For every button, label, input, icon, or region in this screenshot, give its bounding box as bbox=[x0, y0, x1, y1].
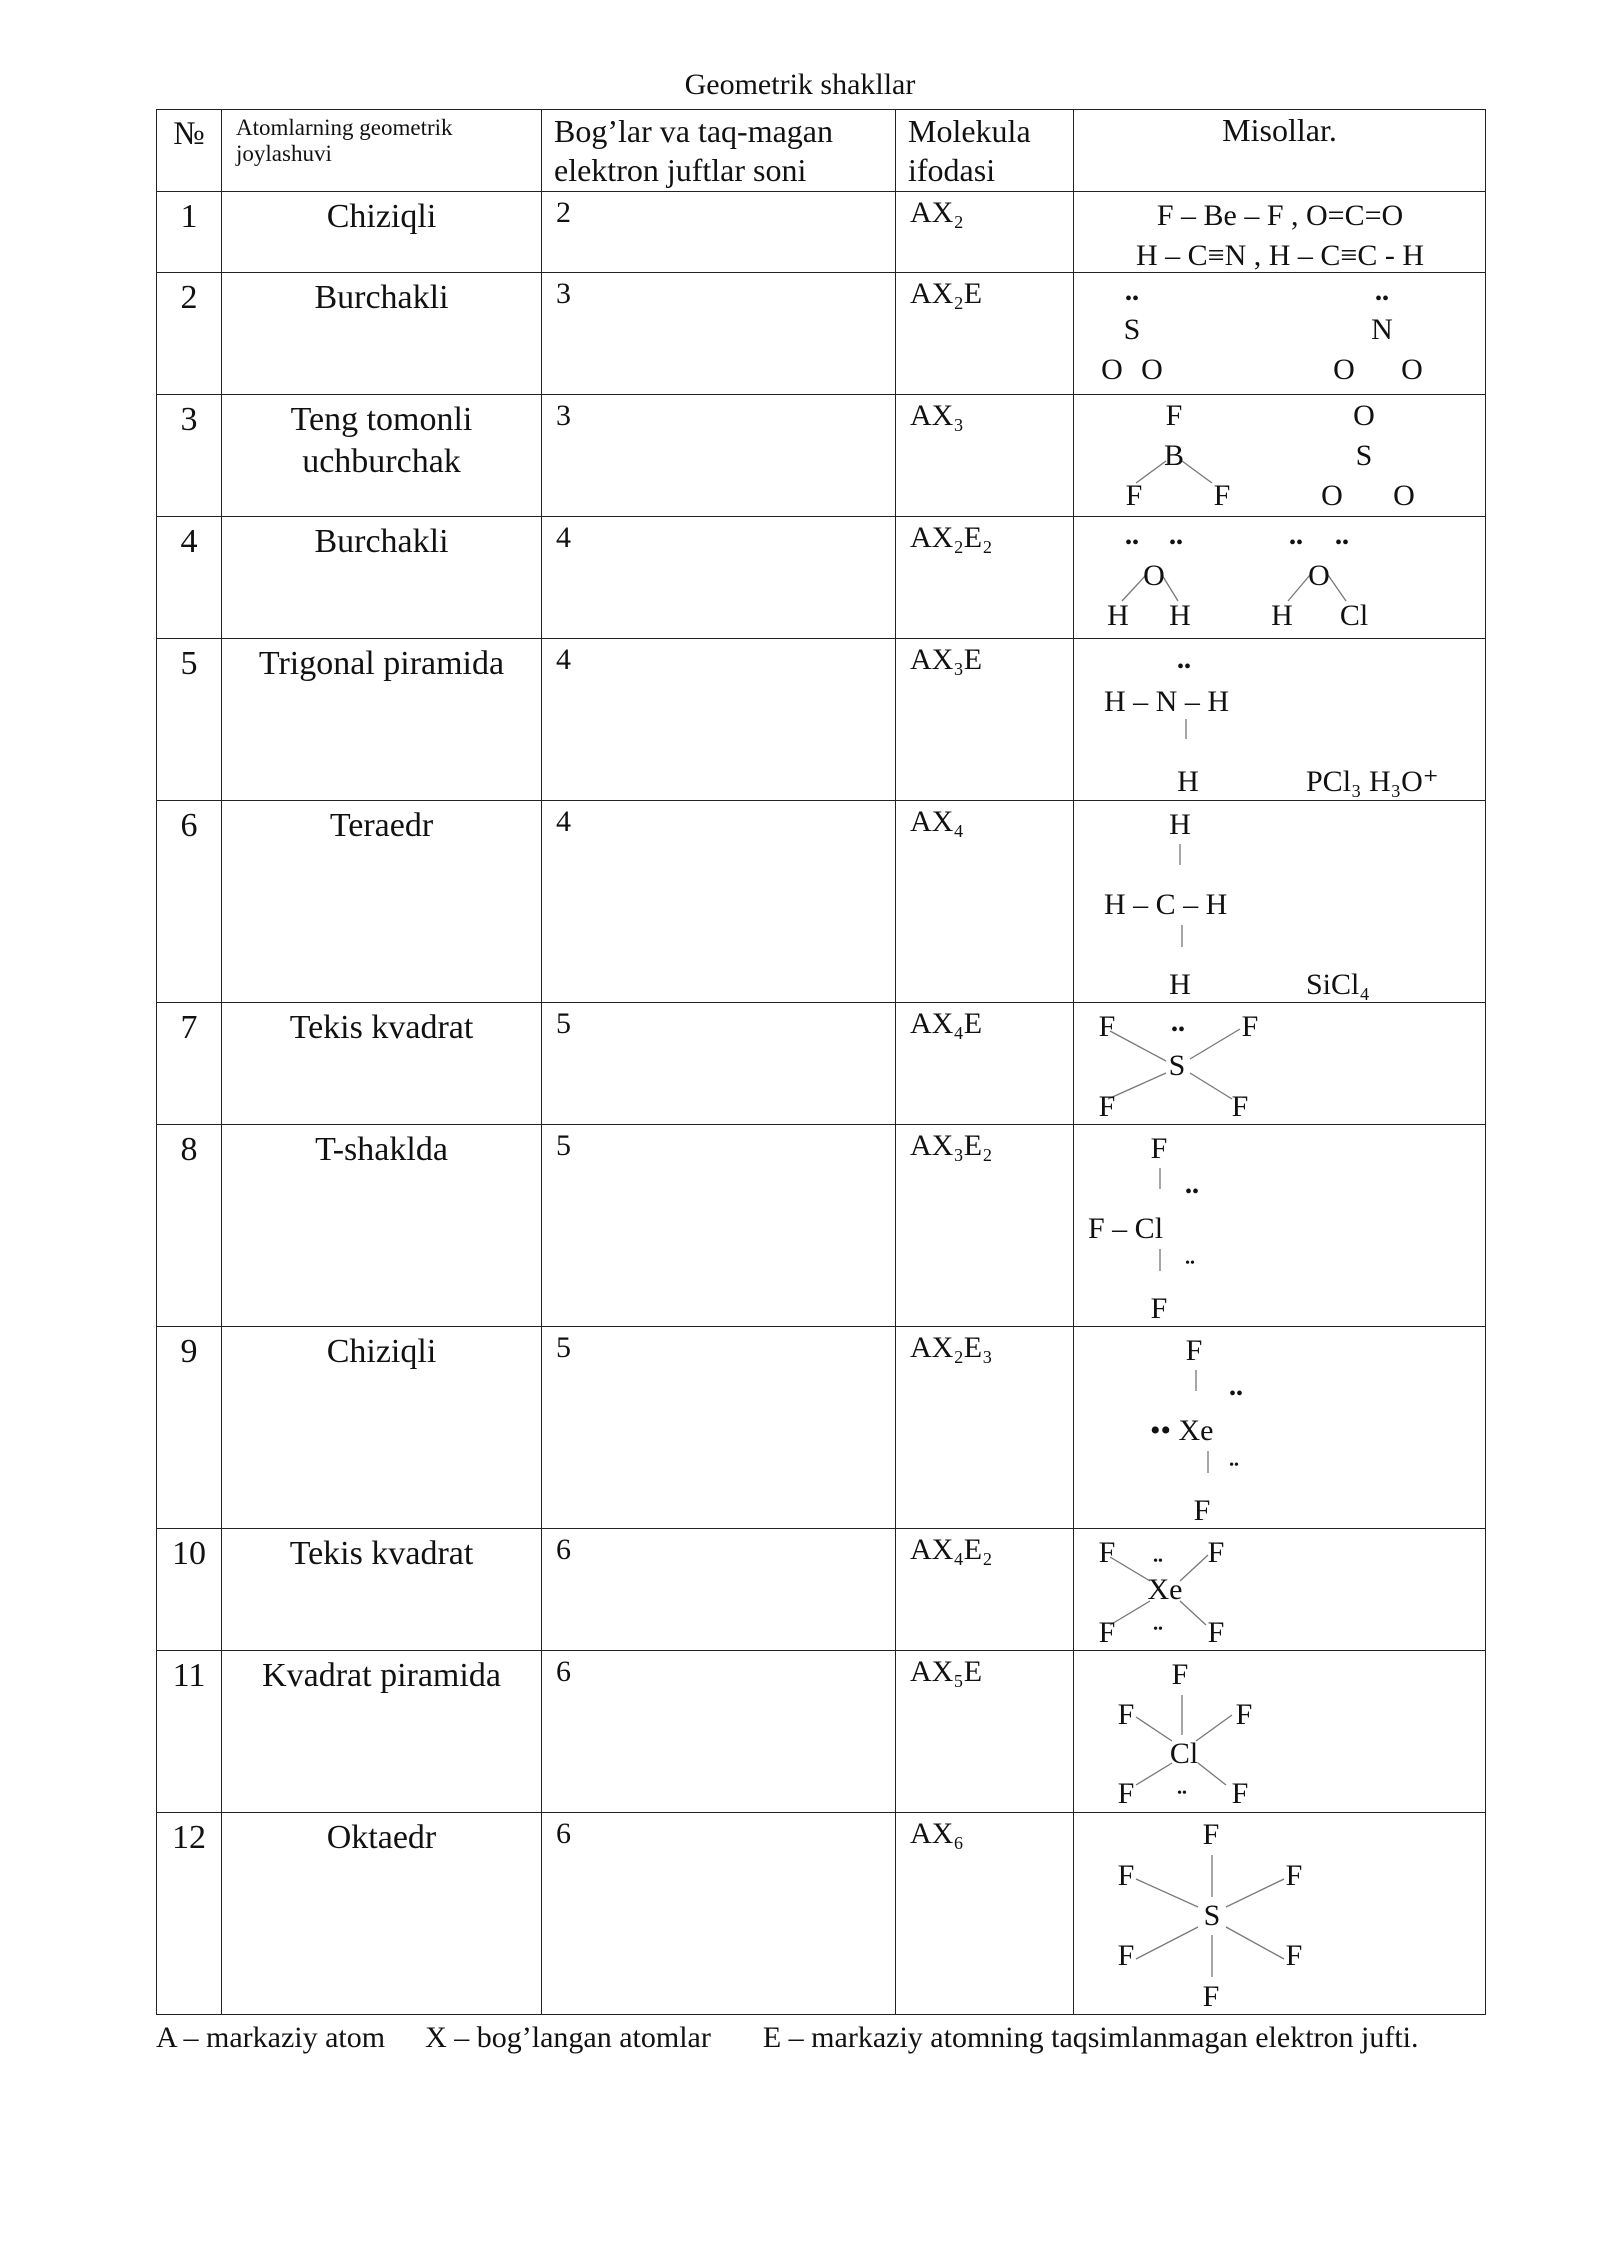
row-examples bbox=[1074, 1813, 1486, 2015]
atom-label: F bbox=[1193, 1494, 1211, 1527]
atom-label: F bbox=[1235, 1698, 1253, 1731]
row-geometry: Oktaedr bbox=[222, 1813, 542, 2015]
bond-line bbox=[1136, 1879, 1198, 1907]
table-row bbox=[157, 801, 1486, 1003]
atom-label: H bbox=[1169, 968, 1191, 1001]
table-row bbox=[157, 1125, 1486, 1327]
atom-label: F bbox=[1098, 1010, 1116, 1043]
table-row bbox=[157, 273, 1486, 395]
row-geometry: Kvadrat piramida bbox=[222, 1651, 542, 1813]
atom-label: F bbox=[1241, 1010, 1259, 1043]
header-formula: Molekula ifodasi bbox=[896, 110, 1074, 192]
example-bent-ax2e2 bbox=[1074, 517, 1486, 637]
atom-label: F bbox=[1165, 399, 1183, 432]
row-bonds: 5 bbox=[542, 1003, 896, 1125]
bond-line bbox=[1182, 461, 1212, 483]
row-examples bbox=[1074, 1003, 1486, 1125]
row-number: 2 bbox=[157, 273, 222, 395]
table-row bbox=[157, 1529, 1486, 1651]
atom-label: F bbox=[1171, 1658, 1189, 1691]
legend-a: A – markaziy atom bbox=[156, 2021, 386, 2054]
row-number: 8 bbox=[157, 1125, 222, 1327]
atom-label: H bbox=[1169, 808, 1191, 841]
atom-label: S bbox=[1123, 313, 1141, 346]
atom-label: F bbox=[1098, 1616, 1116, 1649]
table-row bbox=[157, 1327, 1486, 1529]
row-number: 4 bbox=[157, 517, 222, 639]
bond-line bbox=[1180, 1555, 1208, 1581]
example-line-2: H – C≡N , H – C≡C - H bbox=[1135, 239, 1425, 272]
atom-label: F bbox=[1207, 1536, 1225, 1569]
row-geometry: Trigonal piramida bbox=[222, 639, 542, 801]
example-xef2 bbox=[1074, 1327, 1486, 1527]
atom-label: F bbox=[1150, 1132, 1168, 1165]
row-number: 11 bbox=[157, 1651, 222, 1813]
row-examples bbox=[1074, 801, 1486, 1003]
lone-pair: •• bbox=[1228, 1383, 1244, 1405]
atom-label: F bbox=[1285, 1859, 1303, 1892]
row-bonds: 3 bbox=[542, 273, 896, 395]
row-examples bbox=[1074, 273, 1486, 395]
example-tetrahedral bbox=[1074, 801, 1486, 1001]
example-linear-molecules bbox=[1074, 192, 1486, 272]
molecule-row: H – N – H bbox=[1104, 685, 1229, 718]
row-number: 7 bbox=[157, 1003, 222, 1125]
header-bonds: Bog’lar va taq-magan elektron juftlar soni bbox=[542, 110, 896, 192]
row-geometry: Teng tomonli uchburchak bbox=[222, 395, 542, 517]
atom-label: S bbox=[1168, 1049, 1186, 1082]
row-formula: AX₃E₂ bbox=[896, 1125, 1074, 1327]
table-header-row bbox=[157, 110, 1486, 192]
lone-pair: •• bbox=[1153, 1622, 1163, 1637]
row-formula: AX₄ bbox=[896, 801, 1074, 1003]
row-geometry: Chiziqli bbox=[222, 1327, 542, 1529]
header-geometry: Atomlarning geometrik joylashuvi bbox=[222, 110, 542, 192]
row-geometry: T-shaklda bbox=[222, 1125, 542, 1327]
atom-label: O bbox=[1353, 399, 1375, 432]
row-bonds: 6 bbox=[542, 1651, 896, 1813]
example-trigonal-planar bbox=[1074, 395, 1486, 515]
row-geometry: Tekis kvadrat bbox=[222, 1529, 542, 1651]
molecule-row: F – Cl bbox=[1088, 1212, 1164, 1245]
atom-label: B bbox=[1163, 439, 1185, 472]
bond-line bbox=[1226, 1879, 1284, 1907]
example-trigonal-pyramid bbox=[1074, 639, 1486, 799]
lone-pair: •• bbox=[1176, 656, 1192, 678]
row-bonds: 5 bbox=[542, 1327, 896, 1529]
row-formula: AX₂ bbox=[896, 192, 1074, 273]
atom-label: H bbox=[1107, 599, 1129, 632]
atom-label: F bbox=[1202, 1818, 1220, 1851]
row-examples bbox=[1074, 395, 1486, 517]
atom-label: F bbox=[1117, 1859, 1135, 1892]
table-row bbox=[157, 1003, 1486, 1125]
row-formula: AX₃E bbox=[896, 639, 1074, 801]
bond-line bbox=[1110, 1601, 1150, 1625]
atom-label: F bbox=[1117, 1939, 1135, 1972]
lone-pair: •• bbox=[1168, 532, 1184, 554]
row-number: 9 bbox=[157, 1327, 222, 1529]
bond-line bbox=[1198, 1763, 1226, 1785]
row-number: 12 bbox=[157, 1813, 222, 2015]
row-number: 6 bbox=[157, 801, 222, 1003]
example-clf5 bbox=[1074, 1651, 1486, 1811]
atom-label: S bbox=[1355, 439, 1373, 472]
geometry-table bbox=[156, 109, 1486, 2015]
row-bonds: 5 bbox=[542, 1125, 896, 1327]
atom-label: N bbox=[1371, 313, 1393, 346]
atom-label: O bbox=[1333, 353, 1355, 386]
molecule-row: H – C – H bbox=[1104, 888, 1228, 921]
bond-line bbox=[1226, 1927, 1284, 1959]
lone-pair: •• bbox=[1374, 288, 1390, 310]
example-sf6 bbox=[1074, 1813, 1486, 2013]
row-geometry: Burchakli bbox=[222, 273, 542, 395]
row-bonds: 4 bbox=[542, 801, 896, 1003]
atom-label: F bbox=[1098, 1090, 1116, 1123]
example-bent-molecules bbox=[1074, 273, 1486, 393]
atom-label: F bbox=[1231, 1777, 1249, 1810]
example-sf4 bbox=[1074, 1003, 1486, 1123]
example-clf3 bbox=[1074, 1125, 1486, 1325]
atom-label: Cl bbox=[1339, 599, 1369, 632]
atom-label: F bbox=[1285, 1939, 1303, 1972]
row-formula: AX₂E₂ bbox=[896, 517, 1074, 639]
lone-pair: •• bbox=[1153, 1554, 1163, 1569]
table-row bbox=[157, 517, 1486, 639]
table-row bbox=[157, 395, 1486, 517]
bond-line bbox=[1328, 575, 1346, 601]
row-examples bbox=[1074, 1529, 1486, 1651]
bond-line bbox=[1136, 1717, 1172, 1741]
row-bonds: 2 bbox=[542, 192, 896, 273]
atom-label: F bbox=[1202, 1980, 1220, 2013]
row-number: 1 bbox=[157, 192, 222, 273]
row-examples bbox=[1074, 517, 1486, 639]
lone-pair: •• bbox=[1288, 532, 1304, 554]
row-bonds: 4 bbox=[542, 639, 896, 801]
lone-pair: •• bbox=[1177, 1786, 1187, 1801]
atom-label: Xe bbox=[1147, 1573, 1183, 1606]
atom-label: O bbox=[1143, 559, 1165, 592]
atom-label: O bbox=[1393, 479, 1415, 512]
atom-label: O bbox=[1141, 353, 1163, 386]
lone-pair: •• bbox=[1334, 532, 1350, 554]
row-bonds: 3 bbox=[542, 395, 896, 517]
row-formula: AX₄E bbox=[896, 1003, 1074, 1125]
page-title: Geometrik shakllar bbox=[684, 68, 916, 101]
table-row bbox=[157, 1813, 1486, 2015]
row-geometry: Chiziqli bbox=[222, 192, 542, 273]
atom-label: F bbox=[1150, 1292, 1168, 1325]
atom-label: H bbox=[1271, 599, 1293, 632]
example-xef4 bbox=[1074, 1529, 1486, 1649]
atom-label: S bbox=[1203, 1899, 1221, 1932]
atom-label: F bbox=[1098, 1536, 1116, 1569]
atom-label: F bbox=[1213, 479, 1231, 512]
row-bonds: 6 bbox=[542, 1813, 896, 2015]
header-number: № bbox=[157, 110, 222, 192]
lone-pair: •• bbox=[1124, 532, 1140, 554]
row-examples bbox=[1074, 1327, 1486, 1529]
row-examples bbox=[1074, 1651, 1486, 1813]
atom-label: Cl bbox=[1169, 1737, 1199, 1770]
atom-label: F bbox=[1231, 1090, 1249, 1123]
atom-label: F bbox=[1185, 1334, 1203, 1367]
row-examples bbox=[1074, 639, 1486, 801]
other-examples: SiCl₄ bbox=[1306, 968, 1370, 1001]
row-number: 10 bbox=[157, 1529, 222, 1651]
legend bbox=[156, 2019, 1486, 2056]
atom-label: H bbox=[1169, 599, 1191, 632]
table-row bbox=[157, 192, 1486, 273]
legend-e: E – markaziy atomning taqsimlanmagan elektron jufti. bbox=[762, 2021, 1419, 2054]
atom-label: F bbox=[1207, 1616, 1225, 1649]
atom-label: F bbox=[1117, 1777, 1135, 1810]
molecule-row: •• Xe bbox=[1150, 1414, 1214, 1447]
bond-line bbox=[1136, 1927, 1198, 1959]
atom-label: O bbox=[1308, 559, 1330, 592]
bond-line bbox=[1110, 1031, 1166, 1061]
lone-pair: •• bbox=[1185, 1256, 1195, 1271]
example-line-1: F – Be – F , O=C=O bbox=[1156, 199, 1404, 232]
atom-label: H bbox=[1177, 765, 1199, 798]
row-examples bbox=[1074, 1125, 1486, 1327]
row-formula: AX₆ bbox=[896, 1813, 1074, 2015]
row-formula: AX₃ bbox=[896, 395, 1074, 517]
legend-x: X – bog’langan atomlar bbox=[425, 2021, 711, 2054]
row-geometry: Burchakli bbox=[222, 517, 542, 639]
atom-label: O bbox=[1101, 353, 1123, 386]
lone-pair: •• bbox=[1229, 1458, 1239, 1473]
bond-line bbox=[1196, 1715, 1232, 1741]
row-formula: AX₅E bbox=[896, 1651, 1074, 1813]
other-examples: PCl₃ H₃O⁺ bbox=[1306, 765, 1439, 798]
row-geometry: Teraedr bbox=[222, 801, 542, 1003]
row-geometry: Tekis kvadrat bbox=[222, 1003, 542, 1125]
bond-line bbox=[1190, 1029, 1240, 1059]
atom-label: F bbox=[1117, 1698, 1135, 1731]
bond-line bbox=[1190, 1073, 1232, 1099]
bond-line bbox=[1110, 1557, 1150, 1581]
table-row bbox=[157, 1651, 1486, 1813]
atom-label: O bbox=[1321, 479, 1343, 512]
atom-label: F bbox=[1125, 479, 1143, 512]
row-formula: AX₂E bbox=[896, 273, 1074, 395]
row-formula: AX₂E₃ bbox=[896, 1327, 1074, 1529]
lone-pair: •• bbox=[1170, 1019, 1186, 1041]
bond-line bbox=[1288, 575, 1310, 601]
bond-line bbox=[1136, 1763, 1172, 1785]
row-examples bbox=[1074, 192, 1486, 273]
row-bonds: 4 bbox=[542, 517, 896, 639]
lone-pair: •• bbox=[1124, 288, 1140, 310]
bond-line bbox=[1108, 1073, 1166, 1099]
header-examples: Misollar. bbox=[1074, 110, 1486, 192]
atom-label: O bbox=[1401, 353, 1423, 386]
row-bonds: 6 bbox=[542, 1529, 896, 1651]
row-number: 3 bbox=[157, 395, 222, 517]
bond-line bbox=[1180, 1601, 1206, 1625]
table-row bbox=[157, 639, 1486, 801]
lone-pair: •• bbox=[1184, 1181, 1200, 1203]
row-number: 5 bbox=[157, 639, 222, 801]
row-formula: AX₄E₂ bbox=[896, 1529, 1074, 1651]
